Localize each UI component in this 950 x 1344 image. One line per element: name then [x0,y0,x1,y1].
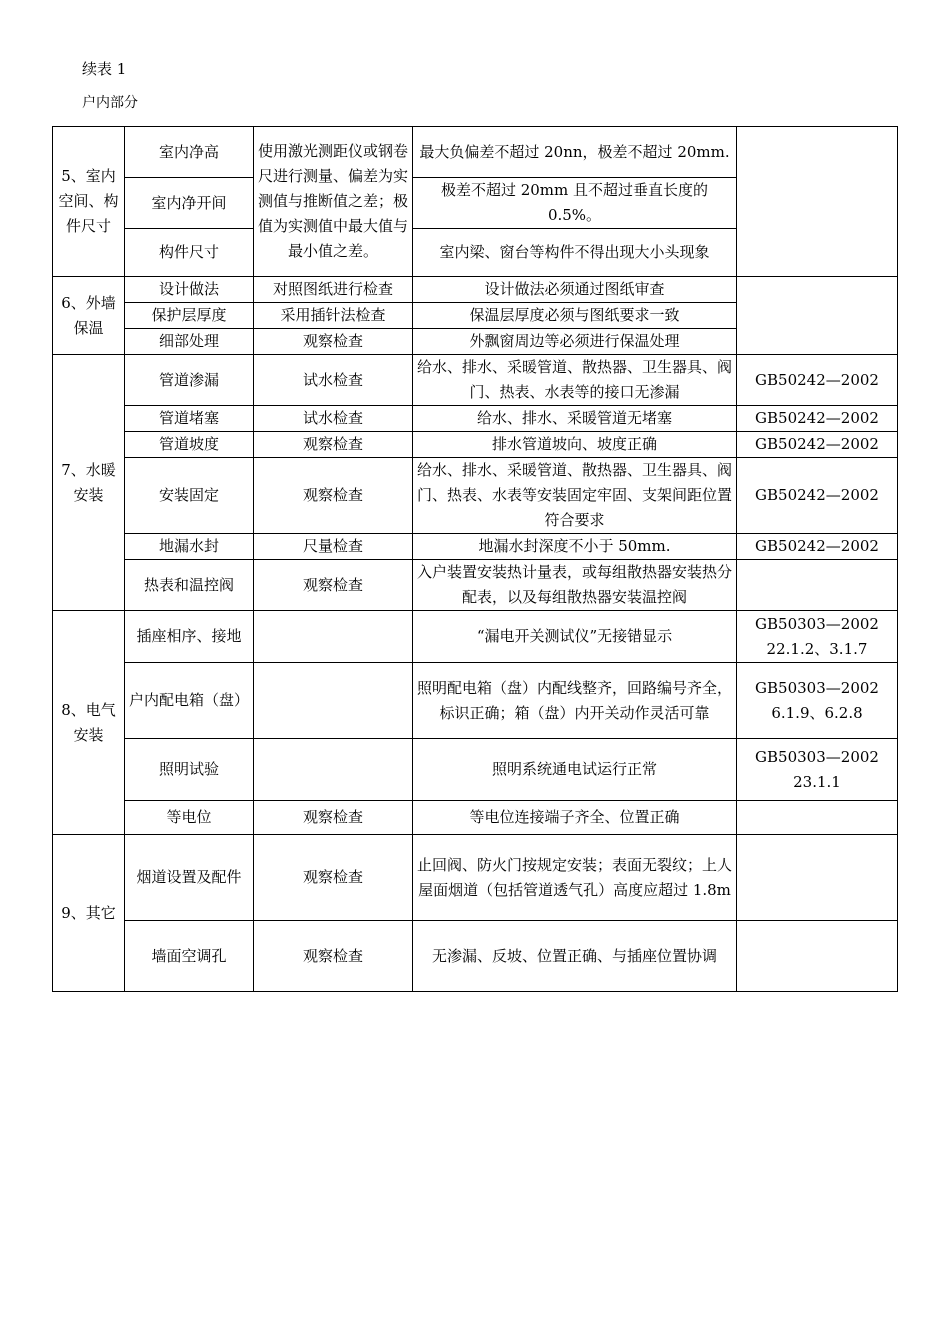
standard-cell [737,277,898,355]
group-label: 8、电气安装 [53,611,125,835]
item-cell: 室内净开间 [125,178,254,229]
item-cell: 等电位 [125,801,254,835]
standard-cell [737,801,898,835]
item-cell: 管道堵塞 [125,406,254,432]
method-cell: 采用插针法检查 [254,303,413,329]
standard-cell: GB50242—2002 [737,406,898,432]
method-cell: 观察检查 [254,921,413,992]
item-cell: 管道坡度 [125,432,254,458]
method-cell: 观察检查 [254,329,413,355]
item-cell: 安装固定 [125,458,254,534]
group-label: 7、水暖安装 [53,355,125,611]
method-cell: 使用激光测距仪或钢卷尺进行测量、偏差为实测值与推断值之差；极值为实测值中最大值与最小值之差。 [254,127,413,277]
method-cell: 观察检查 [254,560,413,611]
requirement-cell: 入户装置安装热计量表，或每组散热器安装热分配表，以及每组散热器安装温控阀 [413,560,737,611]
method-cell: 观察检查 [254,801,413,835]
standard-cell [737,560,898,611]
section-subtitle: 户内部分 [82,95,138,111]
method-cell: 观察检查 [254,432,413,458]
method-cell: 试水检查 [254,406,413,432]
item-cell: 构件尺寸 [125,229,254,277]
item-cell: 地漏水封 [125,534,254,560]
method-cell [254,611,413,663]
table-row [53,739,898,801]
requirement-cell: 室内梁、窗台等构件不得出现大小头现象 [413,229,737,277]
table-row [53,835,898,921]
requirement-cell: “漏电开关测试仪”无接错显示 [413,611,737,663]
requirement-cell: 外飘窗周边等必须进行保温处理 [413,329,737,355]
standard-cell: GB50242—2002 [737,355,898,406]
requirement-cell: 最大负偏差不超过 20nn，极差不超过 20mm. [413,127,737,178]
table-continuation-title: 续表 1 [82,60,127,78]
table-row [53,611,898,663]
item-cell: 室内净高 [125,127,254,178]
requirement-cell: 给水、排水、采暖管道、散热器、卫生器具、阀门、热表、水表等安装固定牢固、支架间距位置符合要求 [413,458,737,534]
requirement-cell: 止回阀、防火门按规定安装；表面无裂纹；上人屋面烟道（包括管道透气孔）高度应超过 1.8m [413,835,737,921]
table-row [53,355,898,406]
table-row [53,801,898,835]
item-cell: 热表和温控阀 [125,560,254,611]
requirement-cell: 地漏水封深度不小于 50mm. [413,534,737,560]
table-row [53,663,898,739]
requirement-cell: 给水、排水、采暖管道无堵塞 [413,406,737,432]
table-row [53,127,898,178]
method-cell: 尺量检查 [254,534,413,560]
method-cell [254,663,413,739]
method-cell: 试水检查 [254,355,413,406]
item-cell: 插座相序、接地 [125,611,254,663]
method-cell: 观察检查 [254,458,413,534]
item-cell: 管道渗漏 [125,355,254,406]
inspection-table [52,126,898,992]
group-label: 9、其它 [53,835,125,992]
item-cell: 照明试验 [125,739,254,801]
table-row [53,277,898,303]
requirement-cell: 照明系统通电试运行正常 [413,739,737,801]
standard-cell: GB50303—2002 22.1.2、3.1.7 [737,611,898,663]
method-cell: 观察检查 [254,835,413,921]
item-cell: 墙面空调孔 [125,921,254,992]
requirement-cell: 保温层厚度必须与图纸要求一致 [413,303,737,329]
table-row [53,921,898,992]
table-row [53,432,898,458]
standard-cell: GB50303—2002 6.1.9、6.2.8 [737,663,898,739]
method-cell [254,739,413,801]
group-label: 5、室内空间、构件尺寸 [53,127,125,277]
item-cell: 设计做法 [125,277,254,303]
method-cell: 对照图纸进行检查 [254,277,413,303]
standard-cell: GB50242—2002 [737,458,898,534]
requirement-cell: 无渗漏、反坡、位置正确、与插座位置协调 [413,921,737,992]
table-row [53,560,898,611]
standard-cell [737,835,898,921]
requirement-cell: 设计做法必须通过图纸审查 [413,277,737,303]
requirement-cell: 排水管道坡向、坡度正确 [413,432,737,458]
requirement-cell: 照明配电箱（盘）内配线整齐，回路编号齐全，标识正确；箱（盘）内开关动作灵活可靠 [413,663,737,739]
item-cell: 户内配电箱（盘） [125,663,254,739]
standard-cell [737,127,898,277]
item-cell: 保护层厚度 [125,303,254,329]
group-label: 6、外墙保温 [53,277,125,355]
standard-cell: GB50242—2002 [737,432,898,458]
table-row [53,534,898,560]
requirement-cell: 极差不超过 20mm 且不超过垂直长度的 0.5%。 [413,178,737,229]
table-row [53,458,898,534]
standard-cell: GB50242—2002 [737,534,898,560]
table-row [53,406,898,432]
standard-cell [737,921,898,992]
item-cell: 烟道设置及配件 [125,835,254,921]
requirement-cell: 给水、排水、采暖管道、散热器、卫生器具、阀门、热表、水表等的接口无渗漏 [413,355,737,406]
standard-cell: GB50303—2002 23.1.1 [737,739,898,801]
requirement-cell: 等电位连接端子齐全、位置正确 [413,801,737,835]
item-cell: 细部处理 [125,329,254,355]
